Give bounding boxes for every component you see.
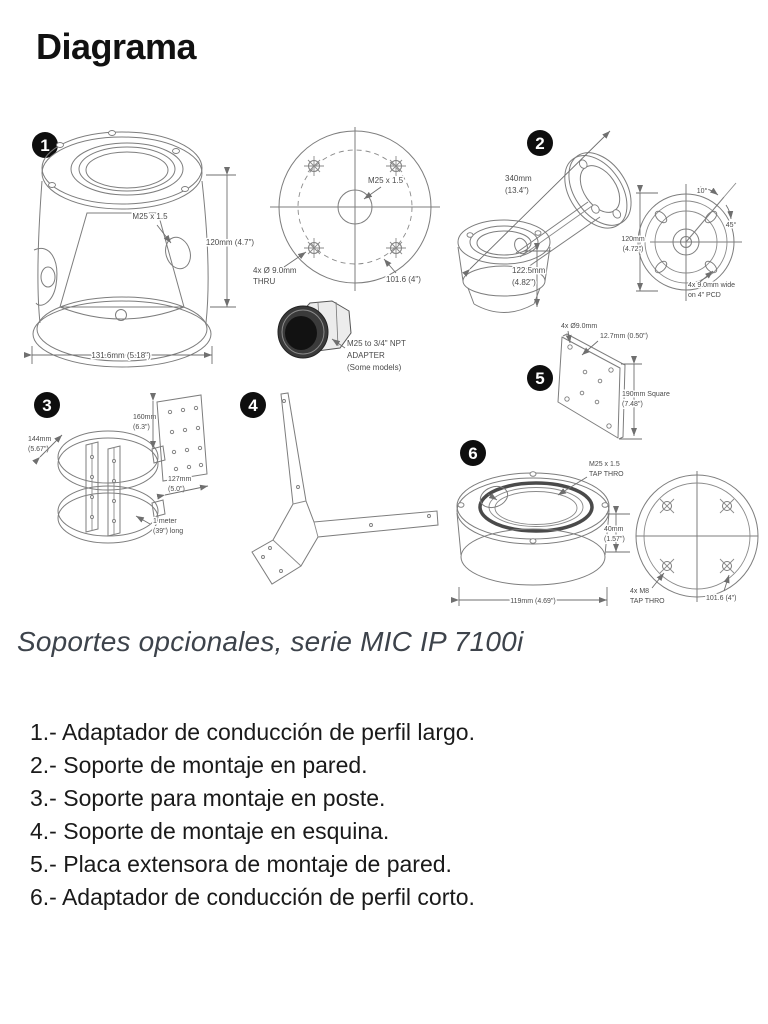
topview-boltcircle-label: 101.6 (4") [386, 275, 421, 284]
part2-tilt-angle: 10° [696, 188, 708, 195]
part2-length-label2: (13.4") [505, 186, 529, 195]
part6-pcd-label: 101.6 (4") [706, 595, 737, 602]
part2-flange-view [621, 183, 742, 301]
npt-adapter [278, 301, 406, 372]
npt-label1: M25 to 3/4" NPT [347, 339, 406, 348]
topview-holes-label1: 4x Ø 9.0mm [253, 266, 297, 275]
part1-top-view [253, 127, 440, 291]
part4-drawing [252, 393, 438, 584]
part6-width-label: 119mm (4.69") [510, 598, 556, 605]
part3-platew-label1: 127mm [168, 476, 192, 483]
topview-holes-label2: THRU [253, 277, 276, 286]
part2-pcd-label2: on 4" PCD [688, 292, 721, 299]
part6-height-label2: (1.57") [604, 536, 625, 543]
part3-clampdia-label2: (5.67") [28, 446, 49, 453]
npt-label2: ADAPTER [347, 351, 385, 360]
part2-drop-label1: 122.5mm [512, 266, 546, 275]
badge-1: 1 [40, 136, 50, 155]
part2-pcd-label1: 4x 9.0mm wide [688, 282, 736, 289]
part3-strap-label1: 1 meter [153, 518, 177, 525]
part2-drop-label2: (4.82") [512, 278, 536, 287]
figure-caption: Soportes opcionales, serie MIC IP 7100i [17, 626, 524, 657]
list-item-6: 6.- Adaptador de conducción de perfil corto. [30, 884, 475, 910]
part6-drawing [457, 472, 609, 585]
topview-thread-label: M25 x 1.5 [368, 176, 404, 185]
part1-height-label: 120mm (4.7") [205, 238, 255, 247]
part6-tap-label2: TAP THRO [589, 471, 624, 478]
parts-list [30, 716, 475, 914]
badge-6: 6 [468, 444, 478, 463]
part2-length-label1: 340mm [505, 174, 532, 183]
part6-height-label1: 40mm [604, 526, 624, 533]
npt-label3: (Some models) [347, 363, 402, 372]
part2-drawing [458, 141, 644, 312]
part3-clampdia-label1: 144mm [28, 436, 52, 443]
badge-3: 3 [42, 396, 52, 415]
list-item-2: 2.- Soporte de montaje en pared. [30, 752, 368, 778]
badge-5: 5 [535, 369, 545, 388]
part1-drawing [33, 131, 211, 368]
part3-strap-label2: (39") long [153, 528, 184, 535]
part2-dia-label1: 120mm [621, 236, 645, 243]
part1-thread-label: M25 x 1.5 [132, 212, 168, 221]
part5-holes-label: 4x Ø9.0mm [561, 323, 598, 330]
part3-plateh-label2: (6.3") [133, 424, 150, 431]
badge-4: 4 [248, 396, 258, 415]
mounting-brackets-diagram [0, 105, 768, 627]
part2-wall-mount [458, 130, 742, 313]
part3-plateh-label1: 160mm [133, 414, 157, 421]
part1-long-conduit-adapter [32, 131, 254, 368]
list-item-1: 1.- Adaptador de conducción de perfil largo. [30, 719, 475, 745]
part6-tap-label1: M25 x 1.5 [589, 461, 620, 468]
badge-2: 2 [535, 134, 545, 153]
part5-square-label1: 190mm Square [622, 391, 670, 398]
part5-thickness-label: 12.7mm (0.50") [600, 333, 649, 340]
part5-spreader-plate [527, 323, 670, 439]
list-item-5: 5.- Placa extensora de montaje de pared. [30, 851, 452, 877]
page-title: Diagrama [36, 26, 197, 67]
list-item-4: 4.- Soporte de montaje en esquina. [30, 818, 390, 844]
part3-platew-label2: (5.0") [168, 486, 185, 493]
part6-bolt-label2: TAP THRO [630, 598, 665, 605]
part5-drawing [558, 334, 625, 439]
part6-bottom-view [630, 471, 758, 605]
part2-cone-angle: 45° [725, 222, 737, 229]
part6-bolt-label1: 4x M8 [630, 588, 650, 595]
part4-corner-mount [240, 392, 438, 584]
list-item-3: 3.- Soporte para montaje en poste. [30, 785, 386, 811]
part2-dia-label2: (4.72") [622, 246, 644, 253]
plate-holes [168, 406, 202, 470]
part5-square-label2: (7.48") [622, 401, 643, 408]
part1-width-label: 131.6mm (5.18") [91, 351, 151, 360]
part3-pole-mount [28, 392, 208, 543]
part6-short-conduit-adapter [457, 440, 758, 606]
